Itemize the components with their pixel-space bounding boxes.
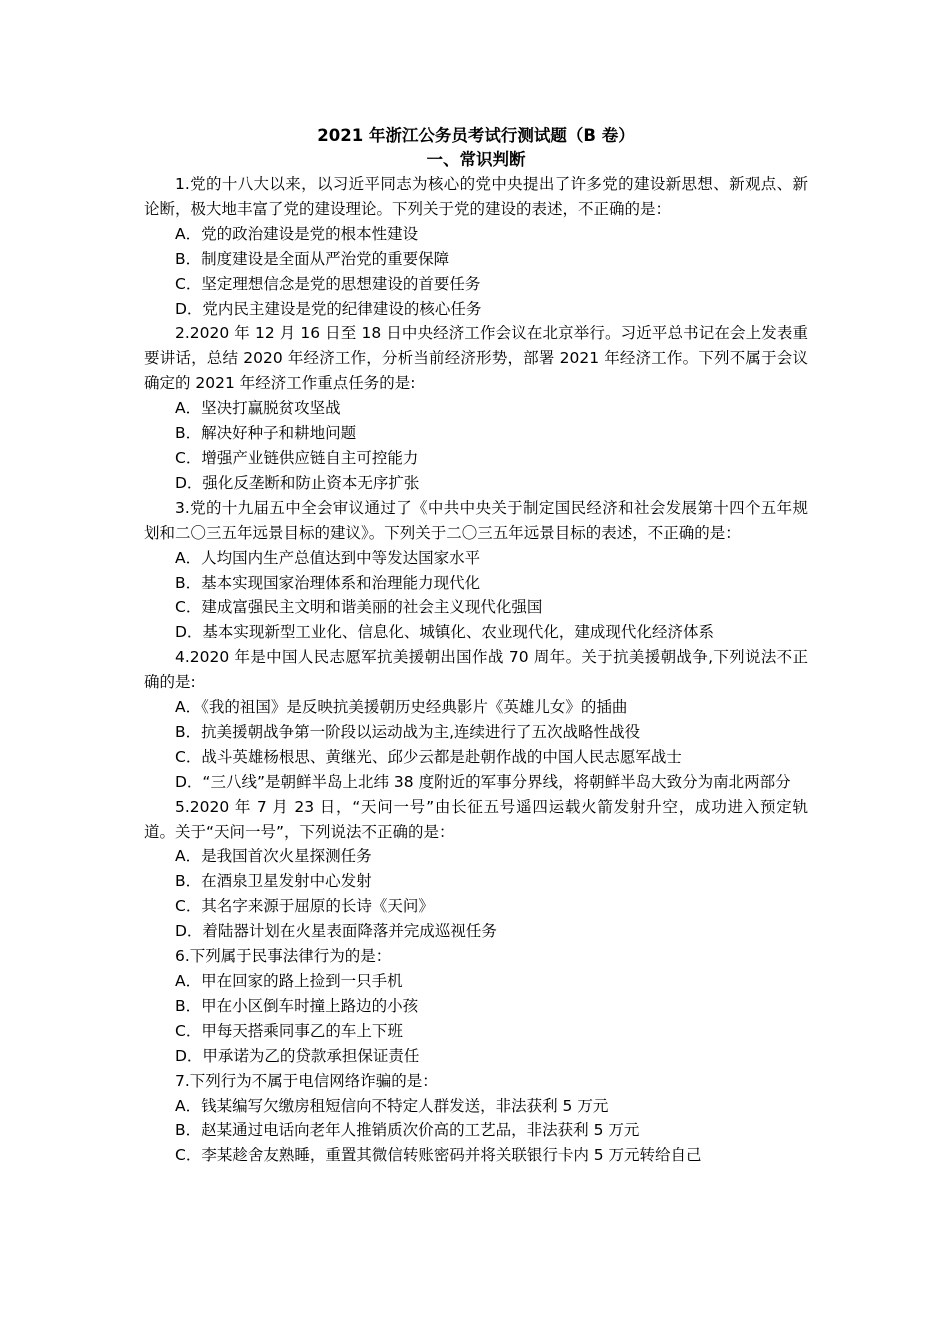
question-stem: 7.下列行为不属于电信网络诈骗的是：	[175, 1071, 438, 1090]
option-d: D．“三八线”是朝鲜半岛上北纬 38 度附近的军事分界线，将朝鲜半岛大致分为南北两部分	[175, 772, 791, 791]
option-b: B．抗美援朝战争第一阶段以运动战为主,连续进行了五次战略性战役	[175, 722, 641, 741]
option-d: D．甲承诺为乙的贷款承担保证责任	[175, 1046, 420, 1065]
question-1	[144, 172, 808, 321]
option-c: C．甲每天搭乘同事乙的车上下班	[175, 1021, 403, 1040]
option-a: A．党的政治建设是党的根本性建设	[175, 224, 419, 243]
question-stem: 3.党的十九届五中全会审议通过了《中共中央关于制定国民经济和社会发展第十四个五年规划和二〇三五年远景目标的建议》。下列关于二〇三五年远景目标的表述，不正确的是：	[144, 498, 808, 542]
option-a: A．钱某编写欠缴房租短信向不特定人群发送，非法获利 5 万元	[175, 1096, 609, 1115]
option-b: B．赵某通过电话向老年人推销质次价高的工艺品，非法获利 5 万元	[175, 1121, 640, 1140]
option-d: D．基本实现新型工业化、信息化、城镇化、农业现代化，建成现代化经济体系	[175, 623, 714, 642]
option-d: D．着陆器计划在火星表面降落并完成巡视任务	[175, 922, 497, 941]
option-a: A．甲在回家的路上捡到一只手机	[175, 972, 403, 990]
option-b: B．在酒泉卫星发射中心发射	[175, 872, 372, 891]
question-3	[144, 496, 808, 645]
question-stem: 2.2020 年 12 月 16 日至 18 日中央经济工作会议在北京举行。习近平总书记在会上发表重要讲话，总结 2020 年经济工作，分析当前经济形势，部署 2021 年经济工作。下列不属于会议确定的 2021 年经济工作重点任务的是:	[144, 324, 808, 393]
option-c: C．增强产业链供应链自主可控能力	[175, 448, 419, 467]
option-b: B．解决好种子和耕地问题	[175, 424, 357, 443]
option-c: C．建成富强民主文明和谐美丽的社会主义现代化强国	[175, 598, 543, 617]
option-a: A．是我国首次火星探测任务	[175, 847, 372, 866]
question-stem: 6.下列属于民事法律行为的是：	[175, 947, 392, 966]
question-7	[144, 1069, 808, 1169]
question-6	[144, 944, 808, 1069]
question-stem: 1.党的十八大以来，以习近平同志为核心的党中央提出了许多党的建设新思想、新观点、新论断，极大地丰富了党的建设理论。下列关于党的建设的表述，不正确的是：	[144, 175, 808, 218]
option-a: A．《我的祖国》是反映抗美援朝历史经典影片《英雄儿女》的插曲	[175, 698, 628, 717]
option-d: D．强化反垄断和防止资本无序扩张	[175, 473, 420, 492]
question-stem: 5.2020 年 7 月 23 日，“天问一号”由长征五号遥四运载火箭发射升空，成功进入预定轨道。关于“天问一号”，下列说法不正确的是：	[144, 797, 808, 841]
option-b: B．基本实现国家治理体系和治理能力现代化	[175, 573, 481, 592]
document-content	[144, 124, 808, 1168]
option-a: A．人均国内生产总值达到中等发达国家水平	[175, 548, 481, 567]
option-c: C．坚定理想信念是党的思想建设的首要任务	[175, 274, 481, 293]
option-d: D．党内民主建设是党的纪律建设的核心任务	[175, 299, 482, 318]
option-c: C．战斗英雄杨根思、黄继光、邱少云都是赴朝作战的中国人民志愿军战士	[175, 747, 682, 766]
option-b: B．制度建设是全面从严治党的重要保障	[175, 249, 450, 268]
section-heading: 一、常识判断	[426, 150, 526, 169]
question-2	[144, 321, 808, 495]
question-stem: 4.2020 年是中国人民志愿军抗美援朝出国作战 70 周年。关于抗美援朝战争,下列说法不正确的是:	[144, 648, 808, 692]
question-5	[144, 795, 808, 944]
option-c: C．李某趁舍友熟睡，重置其微信转账密码并将关联银行卡内 5 万元转给自己	[175, 1146, 702, 1165]
option-a: A．坚决打赢脱贫攻坚战	[175, 399, 341, 418]
question-4	[144, 645, 808, 794]
option-c: C．其名字来源于屈原的长诗《天问》	[175, 897, 434, 916]
document-title: 2021 年浙江公务员考试行测试题（B 卷）	[317, 126, 635, 145]
option-b: B．甲在小区倒车时撞上路边的小孩	[175, 996, 419, 1015]
